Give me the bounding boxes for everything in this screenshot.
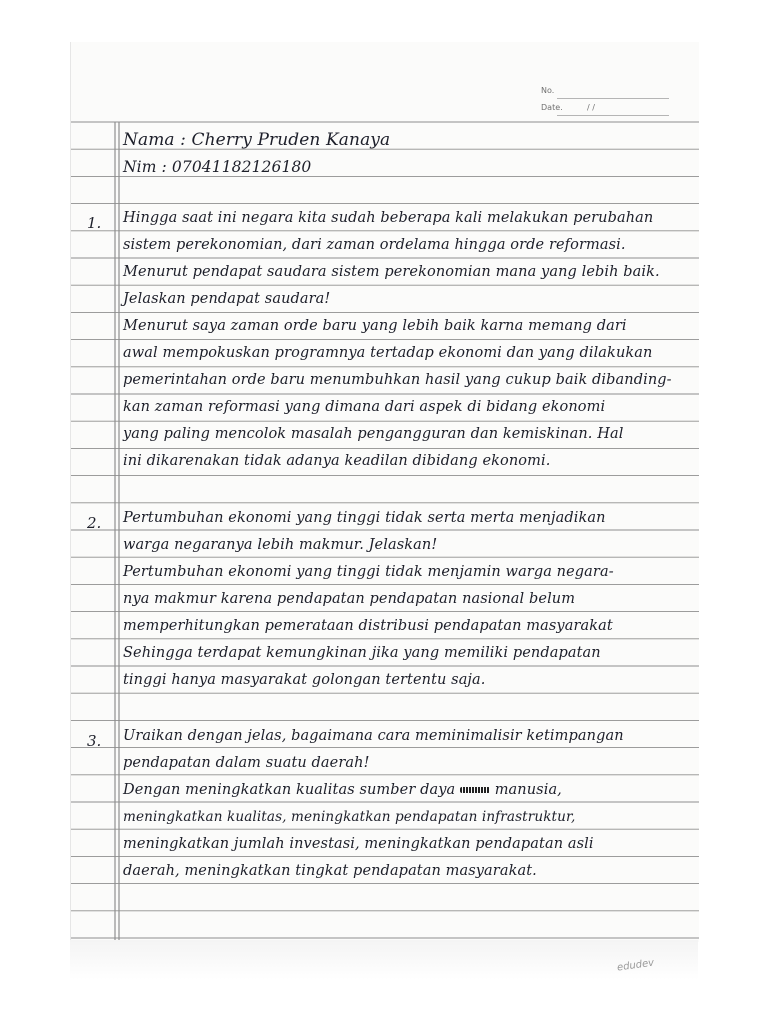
date-value: / / [587, 103, 595, 112]
question-1-line: Jelaskan pendapat saudara! [123, 291, 331, 307]
answer-3-text: Dengan meningkatkan kualitas sumber daya [123, 782, 456, 798]
question-2-number: 2. [87, 514, 102, 532]
question-2-line: warga negaranya lebih makmur. Jelaskan! [123, 537, 438, 553]
name-line: Nama : Cherry Pruden Kanaya [123, 130, 391, 150]
answer-3-text: manusia, [494, 782, 562, 798]
date-label: Date. [541, 103, 563, 112]
answer-2-line: Sehingga terdapat kemungkinan jika yang memiliki pendapatan [123, 645, 601, 661]
answer-1-line: pemerintahan orde baru menumbuhkan hasil yang cukup baik dibanding- [123, 372, 672, 388]
question-3-number: 3. [87, 732, 102, 750]
answer-1-line: yang paling mencolok masalah pengangguran dan kemiskinan. Hal [123, 426, 624, 442]
page-shadow [70, 940, 698, 980]
question-1-number: 1. [87, 214, 102, 232]
watermark-logo: edudev [616, 957, 655, 974]
answer-2-line: tinggi hanya masyarakat golongan tertentu saja. [123, 672, 486, 688]
answer-2-line: nya makmur karena pendapatan pendapatan nasional belum [123, 591, 576, 607]
crossed-out-scribble [460, 787, 490, 793]
answer-1-line: ini dikarenakan tidak adanya keadilan dibidang ekonomi. [123, 453, 551, 469]
notebook-page [70, 42, 699, 942]
answer-3-line: meningkatkan kualitas, meningkatkan pendapatan infrastruktur, [123, 809, 576, 825]
question-3-line: Uraikan dengan jelas, bagaimana cara meminimalisir ketimpangan [123, 728, 624, 744]
question-3-line: pendapatan dalam suatu daerah! [123, 755, 370, 771]
answer-3-line: daerah, meningkatkan tingkat pendapatan masyarakat. [123, 863, 537, 879]
answer-3-line: meningkatkan jumlah investasi, meningkatkan pendapatan asli [123, 836, 594, 852]
question-1-line: Hingga saat ini negara kita sudah beberapa kali melakukan perubahan [123, 210, 654, 226]
question-2-line: Pertumbuhan ekonomi yang tinggi tidak serta merta menjadikan [123, 510, 606, 526]
answer-1-line: Menurut saya zaman orde baru yang lebih baik karna memang dari [123, 318, 627, 334]
question-1-line: sistem perekonomian, dari zaman ordelama hingga orde reformasi. [123, 237, 626, 253]
answer-1-line: awal mempokuskan programnya tertadap ekonomi dan yang dilakukan [123, 345, 653, 361]
nim-line: Nim : 07041182126180 [123, 158, 312, 176]
handwriting [71, 42, 699, 942]
answer-1-line: kan zaman reformasi yang dimana dari aspek di bidang ekonomi [123, 399, 606, 415]
no-label: No. [541, 86, 555, 95]
answer-2-line: Pertumbuhan ekonomi yang tinggi tidak menjamin warga negara- [123, 564, 614, 580]
answer-3-line [123, 782, 562, 798]
answer-2-line: memperhitungkan pemerataan distribusi pendapatan masyarakat [123, 618, 613, 634]
question-1-line: Menurut pendapat saudara sistem perekonomian mana yang lebih baik. [123, 264, 660, 280]
